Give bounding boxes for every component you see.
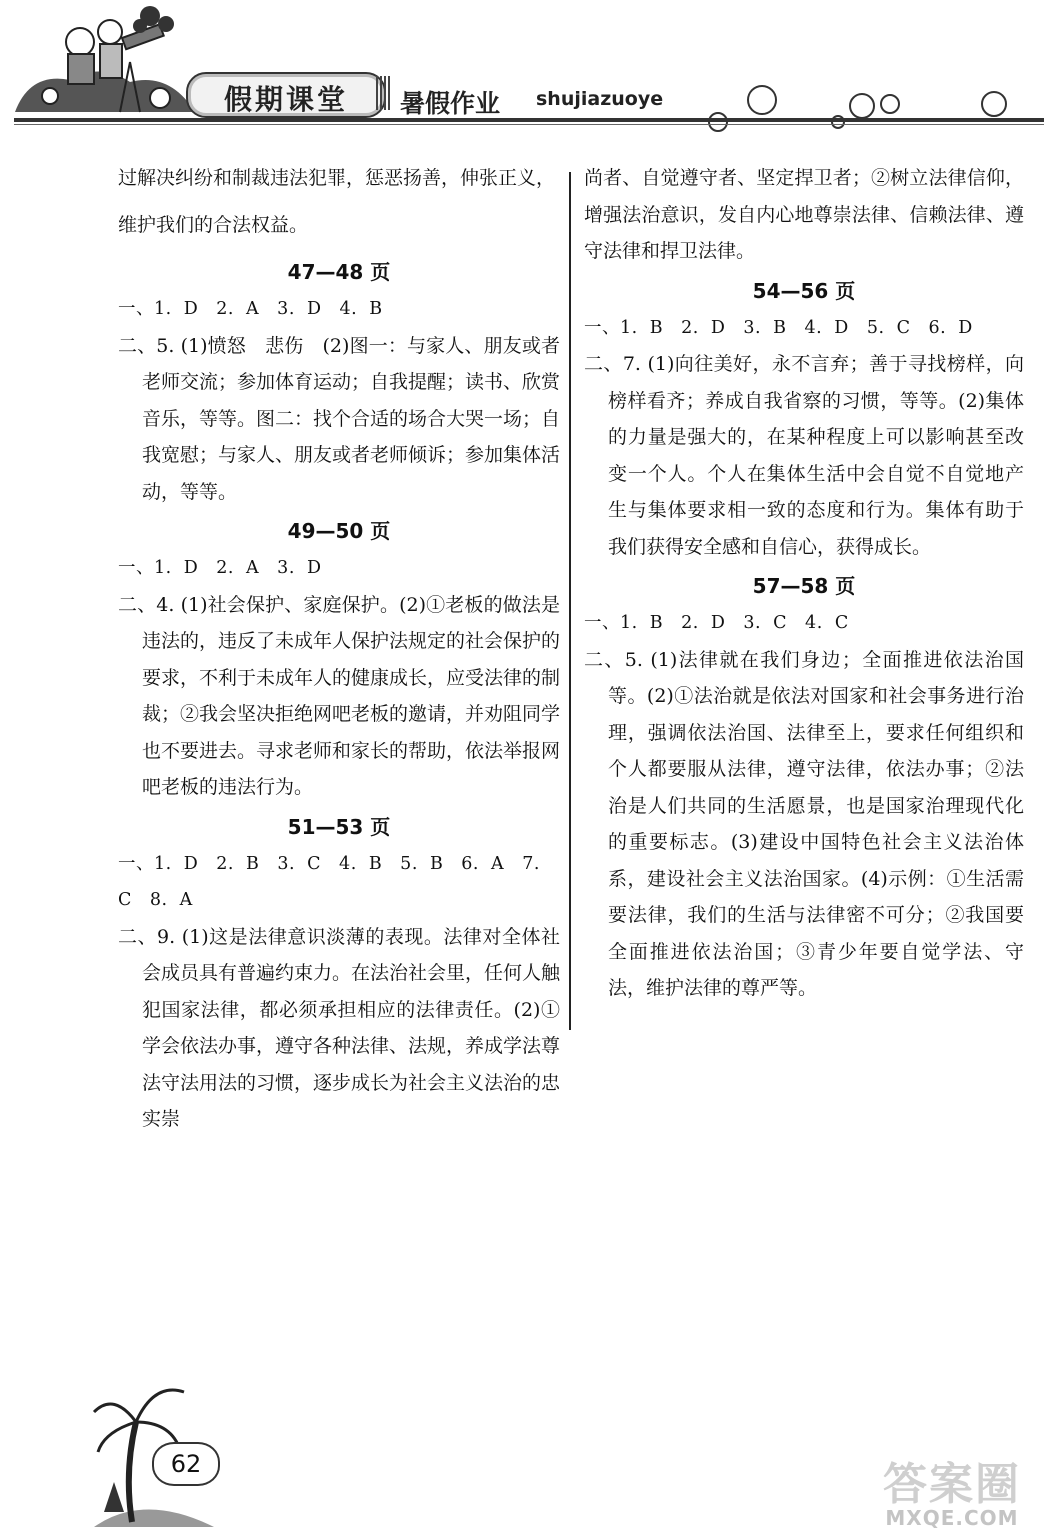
left-column bbox=[118, 160, 560, 1138]
intro-line: 维护我们的合法权益。 bbox=[118, 213, 309, 236]
choice-answers: 一、1. B 2. D 3. B 4. D 5. C 6. D bbox=[584, 317, 973, 338]
section-title: 54—56 页 bbox=[752, 278, 856, 303]
column-divider bbox=[569, 172, 571, 1030]
section-title: 47—48 页 bbox=[287, 260, 391, 284]
watermark bbox=[862, 1448, 1042, 1532]
intro-line: 过解决纠纷和制裁违法犯罪，惩恶扬善，伸张正义， bbox=[118, 167, 556, 189]
section-title: 57—58 页 bbox=[752, 574, 856, 598]
header-title-badge bbox=[186, 72, 386, 118]
essay-answer: 二、5. (1)法律就在我们身边；全面推进依法治国等。(2)①法治就是依法对国家和社会事务进行治理，强调依法治国、法律至上，要求任何组织和个人都要服从法律，遵守法律，依法办事；②法治是人们共同的生活愿景，也是国家治理现代化的重要标志。(3)建设中国特色社会主义法治体系，建设社会主义法治国家。(4)示例：①生活需要法律，我们的生活与法律密不可分；②我国要全面推进依法治国；③青少年要自觉学法、守法，维护法律的尊严等。 bbox=[584, 648, 1024, 999]
choice-answers: 一、1. D 2. A 3. D 4. B bbox=[118, 299, 383, 319]
header-rule-thin bbox=[14, 124, 1044, 125]
header-subtitle: 暑假作业 bbox=[400, 89, 501, 118]
continued-answer: 尚者、自觉遵守者、坚定捍卫者；②树立法律信仰，增强法治意识，发自内心地尊崇法律、信赖法律、遵守法律和捍卫法律。 bbox=[584, 167, 1024, 262]
right-column bbox=[584, 160, 1024, 1007]
bubble-decoration bbox=[690, 78, 1030, 148]
section-title: 49—50 页 bbox=[287, 519, 391, 543]
essay-answer: 二、4. (1)社会保护、家庭保护。(2)①老板的做法是违法的，违反了未成年人保护法规定的社会保护的要求，不利于未成年人的健康成长，应受法律的制裁；②我会坚决拒绝网吧老板的邀请，并劝阻同学也不要进去。寻求老师和家长的帮助，依法举报网吧老板的违法行为。 bbox=[118, 593, 561, 798]
essay-answer: 二、7. (1)向往美好，永不言弃；善于寻找榜样，向榜样看齐；养成自我省察的习惯，等等。(2)集体的力量是强大的，在某种程度上可以影响甚至改变一个人。个人在集体生活中会自觉不自觉地产生与集体要求相一致的态度和行为。集体有助于我们获得安全感和自信心，获得成长。 bbox=[584, 353, 1024, 558]
choice-answers: 一、1. B 2. D 3. C 4. C bbox=[584, 613, 849, 633]
page-header bbox=[0, 0, 1055, 140]
watermark-logo: 答案圈 bbox=[883, 1459, 1021, 1510]
header-stripes-decoration bbox=[376, 76, 390, 110]
choice-answers: 一、1. D 2. A 3. D bbox=[118, 558, 322, 578]
watermark-url: MXQE.COM bbox=[885, 1506, 1019, 1530]
essay-answer: 二、5. (1)愤怒 悲伤 (2)图一：与家人、朋友或者老师交流；参加体育运动；自我提醒；读书、欣赏音乐，等等。图二：找个合适的场合大哭一场；自我宽慰；与家人、朋友或者老师倾诉；参加集体活动，等等。 bbox=[118, 334, 561, 503]
section-title: 51—53 页 bbox=[287, 814, 391, 839]
header-pinyin: shujiazuoye bbox=[536, 88, 664, 110]
header-title: 假期课堂 bbox=[223, 83, 348, 116]
children-with-telescope-illustration bbox=[10, 2, 200, 120]
header-rule bbox=[14, 118, 1044, 122]
page-number: 62 bbox=[152, 1442, 220, 1486]
essay-answer: 二、9. (1)这是法律意识淡薄的表现。法律对全体社会成员具有普遍约束力。在法治社会里，任何人触犯国家法律，都必须承担相应的法律责任。(2)①学会依法办事，遵守各种法律、法规，养成学法尊法守法用法的习惯，逐步成长为社会主义法治的忠实崇 bbox=[118, 925, 561, 1130]
choice-answers: 一、1. D 2. B 3. C 4. B 5. B 6. A 7. C 8. A bbox=[118, 853, 540, 910]
